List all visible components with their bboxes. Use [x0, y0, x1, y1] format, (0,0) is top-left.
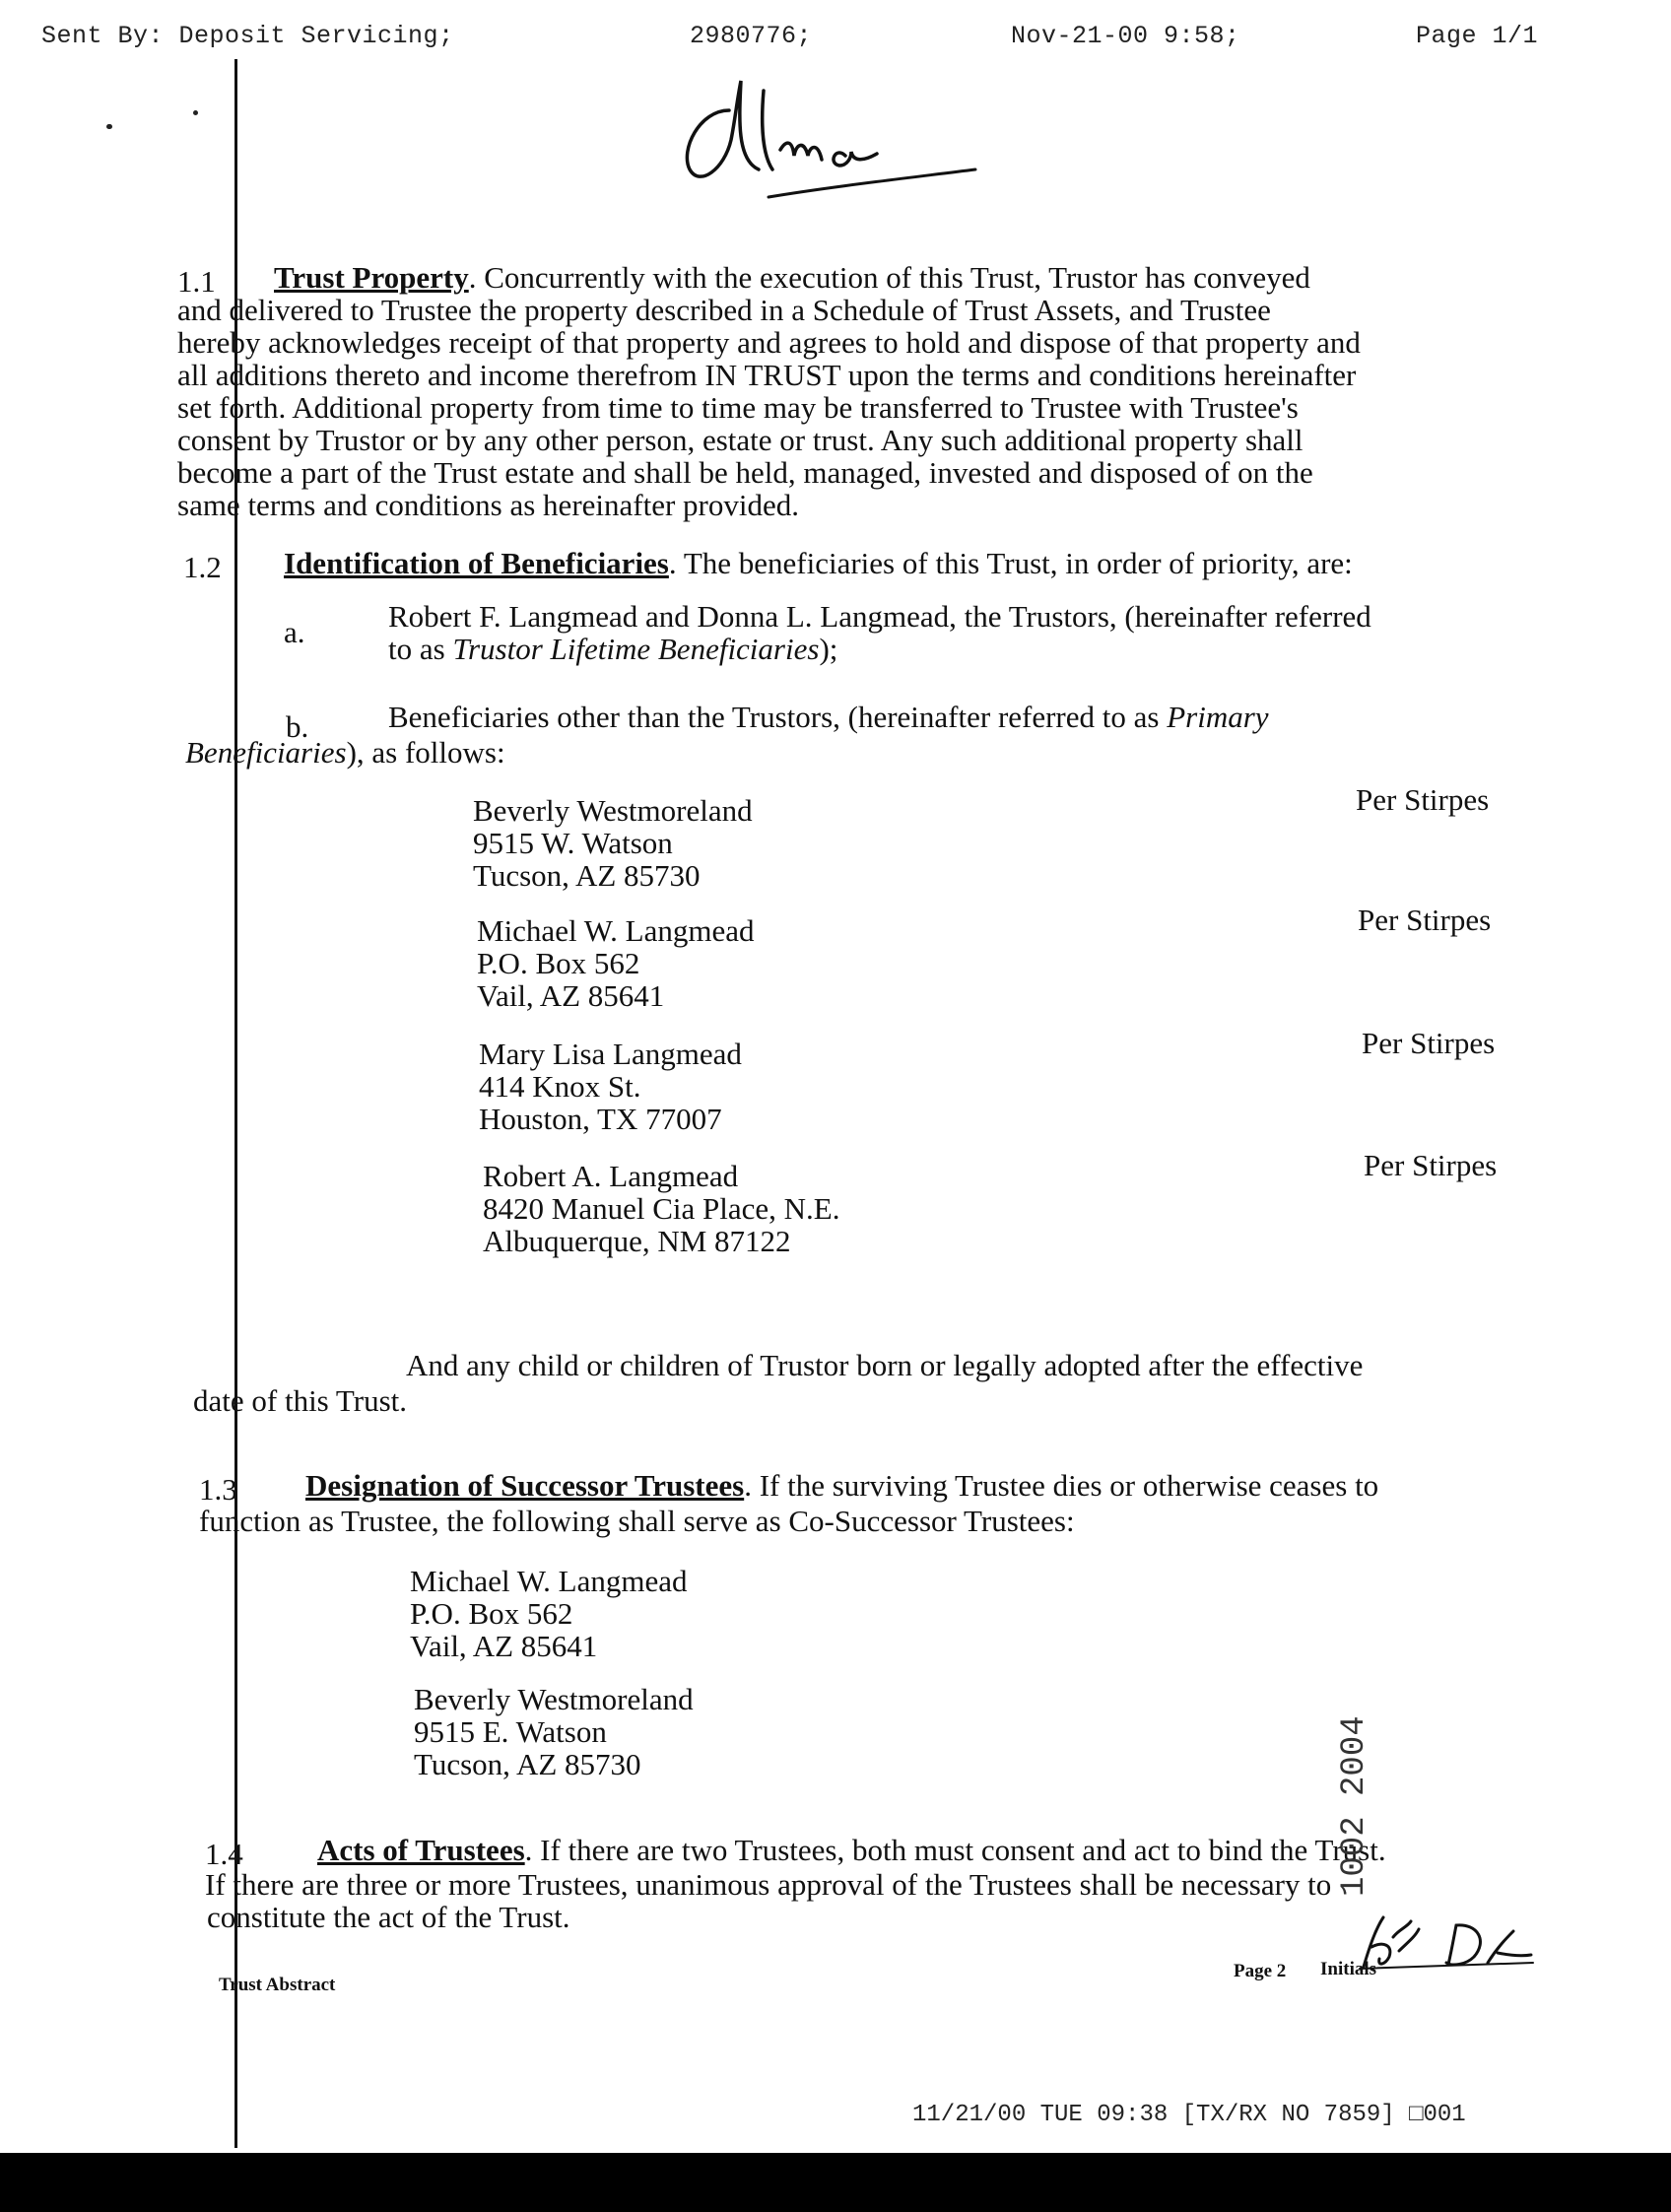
beneficiary-share: Per Stirpes	[1362, 1026, 1496, 1060]
beneficiary-name: Mary Lisa Langmead	[479, 1037, 742, 1071]
beneficiary-share: Per Stirpes	[1356, 782, 1490, 817]
beneficiary-street: P.O. Box 562	[477, 946, 640, 980]
trustee-street: P.O. Box 562	[410, 1596, 573, 1631]
beneficiary-address	[483, 1160, 839, 1257]
section-heading: Acts of Trustees	[317, 1833, 525, 1867]
section-number: 1.1	[177, 264, 216, 299]
beneficiary-street: 8420 Manuel Cia Place, N.E.	[483, 1191, 840, 1226]
trustee-address	[414, 1683, 694, 1780]
trustee-name: Beverly Westmoreland	[414, 1682, 694, 1716]
page-label: Page 2	[1234, 1961, 1287, 1981]
section-1-4-line-1	[317, 1833, 1386, 1868]
section-number: 1.3	[199, 1472, 237, 1507]
fax-page: Page 1/1	[1416, 22, 1539, 50]
section-1-4-line-3: constitute the act of the Trust.	[207, 1900, 570, 1934]
side-stamp: 1002 2004	[1336, 1715, 1373, 1897]
trustee-city: Tucson, AZ 85730	[414, 1747, 641, 1781]
beneficiary-street: 414 Knox St.	[479, 1069, 641, 1104]
beneficiary-address	[479, 1038, 742, 1135]
section-1-1-line-4: all additions thereto and income therefrom IN TRUST upon the terms and conditions hereinafter	[177, 358, 1357, 392]
item-a-italic: Trustor Lifetime Beneficiaries	[452, 632, 820, 666]
section-text: . The beneficiaries of this Trust, in order of priority, are:	[668, 546, 1353, 580]
bottom-black-band	[0, 2153, 1671, 2212]
trustee-name: Michael W. Langmead	[410, 1564, 688, 1598]
item-b-line-1	[388, 700, 1269, 735]
beneficiary-address	[477, 914, 755, 1012]
section-1-1-line-2: and delivered to Trustee the property described in a Schedule of Trust Assets, and Trustee	[177, 293, 1271, 327]
handwritten-note	[670, 71, 995, 209]
fax-datetime: Nov-21-00 9:58;	[1011, 22, 1240, 50]
fax-number: 2980776;	[690, 22, 813, 50]
trustee-address	[410, 1565, 688, 1662]
section-text: . Concurrently with the execution of this Trust, Trustor has conveyed	[468, 260, 1310, 295]
section-heading: Designation of Successor Trustees	[305, 1468, 745, 1503]
speck	[193, 110, 198, 115]
item-b-text: Beneficiaries other than the Trustors, (hereinafter referred to as	[388, 700, 1168, 734]
section-number: 1.4	[205, 1837, 243, 1871]
item-a-line-1: Robert F. Langmead and Donna L. Langmead, the Trustors, (hereinafter referred	[388, 599, 1371, 634]
beneficiary-share: Per Stirpes	[1358, 903, 1492, 937]
item-b-italic: Primary	[1167, 700, 1269, 734]
item-a-suffix: );	[819, 632, 838, 666]
section-1-1-line-8: same terms and conditions as hereinafter provided.	[177, 488, 799, 522]
fax-sender: Sent By: Deposit Servicing;	[41, 22, 454, 50]
item-b-italic: Beneficiaries	[185, 735, 347, 770]
item-b-marker: b.	[286, 709, 309, 744]
trustee-city: Vail, AZ 85641	[410, 1629, 598, 1663]
beneficiary-address	[473, 794, 753, 892]
section-1-1-line-5: set forth. Additional property from time to time may be transferred to Trustee with Trustee's	[177, 390, 1299, 425]
section-number: 1.2	[183, 550, 222, 584]
item-b-suffix: ), as follows:	[346, 735, 505, 770]
fax-footer: 11/21/00 TUE 09:38 [TX/RX NO 7859] □001	[912, 2102, 1466, 2128]
section-1-1-line-1	[274, 260, 1310, 296]
initials-label: Initials	[1320, 1959, 1377, 1979]
beneficiary-name: Michael W. Langmead	[477, 913, 755, 948]
after-born-line-2: date of this Trust.	[193, 1383, 408, 1418]
speck	[106, 124, 112, 129]
beneficiary-city: Tucson, AZ 85730	[473, 858, 701, 893]
section-heading: Trust Property	[274, 260, 469, 295]
section-heading: Identification of Beneficiaries	[284, 546, 669, 580]
section-1-1-line-7: become a part of the Trust estate and shall be held, managed, invested and disposed of on the	[177, 455, 1313, 490]
section-1-4-line-2: If there are three or more Trustees, unanimous approval of the Trustees shall be necessary to	[205, 1867, 1332, 1902]
trustee-street: 9515 E. Watson	[414, 1714, 607, 1749]
item-a-marker: a.	[284, 615, 305, 649]
initials-signature	[1350, 1908, 1537, 1986]
section-text: . If the surviving Trustee dies or otherwise ceases to	[744, 1468, 1379, 1503]
beneficiary-city: Albuquerque, NM 87122	[483, 1224, 791, 1258]
beneficiary-street: 9515 W. Watson	[473, 826, 673, 860]
item-b-line-2	[185, 735, 505, 771]
section-1-3-line-1	[305, 1468, 1378, 1504]
section-text: . If there are two Trustees, both must consent and act to bind the Trust.	[524, 1833, 1386, 1867]
beneficiary-name: Robert A. Langmead	[483, 1159, 739, 1193]
section-1-1-line-3: hereby acknowledges receipt of that property and agrees to hold and dispose of that property and	[177, 325, 1361, 360]
beneficiary-city: Vail, AZ 85641	[477, 978, 665, 1013]
trust-abstract-label: Trust Abstract	[219, 1975, 336, 1995]
section-1-3-line-2: function as Trustee, the following shall serve as Co-Successor Trustees:	[199, 1504, 1075, 1538]
beneficiary-name: Beverly Westmoreland	[473, 793, 753, 828]
item-a-line-2	[388, 632, 837, 667]
section-1-1-line-6: consent by Trustor or by any other person, estate or trust. Any such additional property shall	[177, 423, 1303, 457]
beneficiary-share: Per Stirpes	[1364, 1148, 1498, 1182]
section-1-2-intro	[284, 546, 1353, 581]
after-born-line-1: And any child or children of Trustor born or legally adopted after the effective	[406, 1348, 1364, 1382]
item-a-text: to as	[388, 632, 453, 666]
beneficiary-city: Houston, TX 77007	[479, 1102, 722, 1136]
